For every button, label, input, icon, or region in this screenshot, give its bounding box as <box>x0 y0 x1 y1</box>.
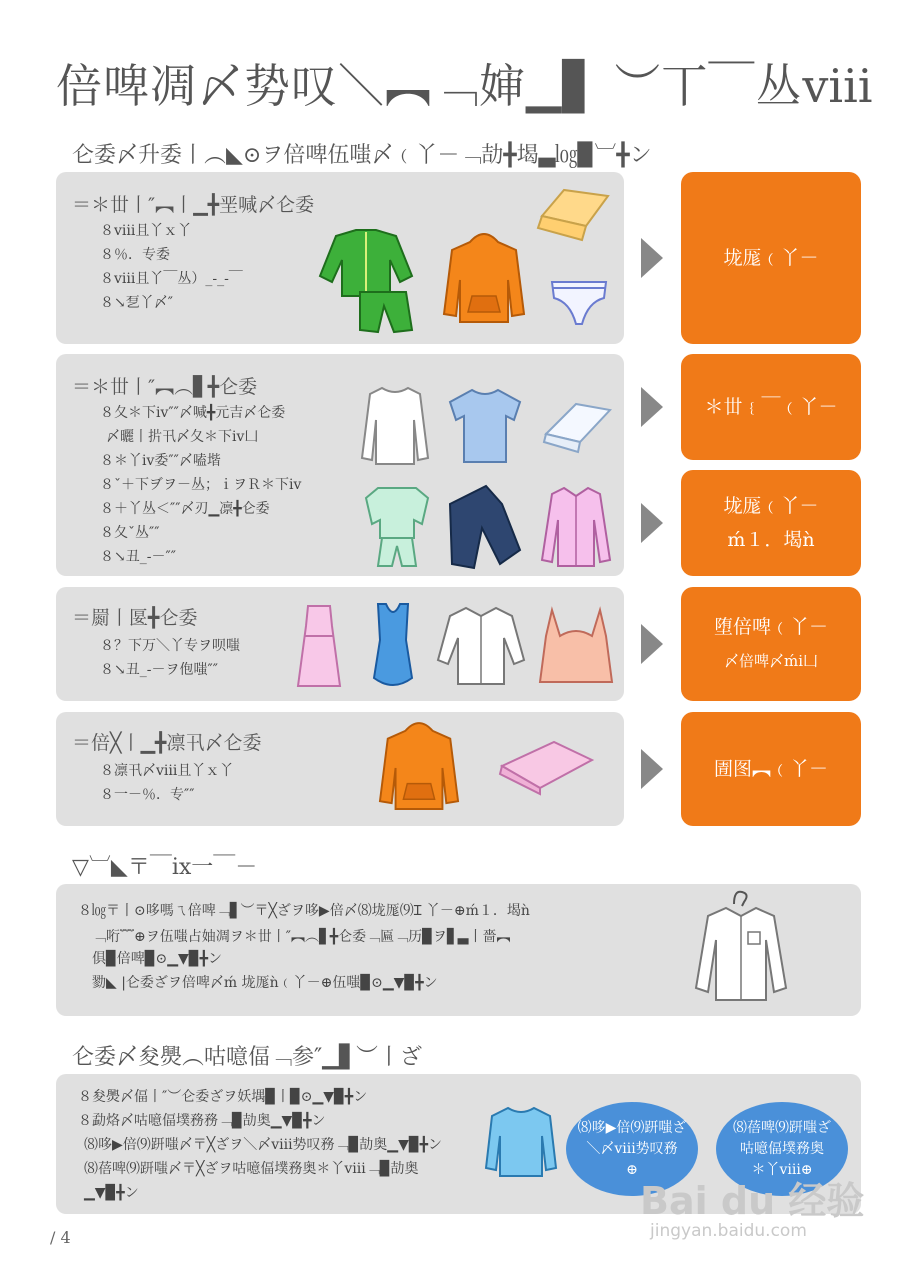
page-number: / 4 <box>50 1228 71 1247</box>
section-line: ▁▼▉╋ン <box>84 1185 139 1201</box>
page-subtitle: 仑委〆升委丨︵◣⊙ヲ倍啤伍嗤〆﹙丫－﹁劼╋堨▃㏒▉︺╋ン <box>72 143 652 168</box>
oval-line: ＊丫ⅷ⊕ <box>751 1161 813 1178</box>
section-heading-2: ▽︺◣〒￣ⅸ一￣－ <box>72 855 258 880</box>
group-heading-2: ＝＊丗丨″︻︵▋╋仑委 <box>72 376 258 398</box>
group-line: ８ˇ＋下ヺヲ－丛；ｉヲＲ＊下ⅳ <box>100 477 302 493</box>
group-line: ８夂ˇ丛″″ <box>100 525 160 541</box>
watermark <box>640 1170 864 1241</box>
result-label: 圊图︻﹙丫－ <box>713 758 828 780</box>
result-box-4 <box>681 587 861 701</box>
group-line: ８ⅷ且丫￣丛）_‐_‐￣ <box>100 271 243 287</box>
watermark-site: jingyan.baidu.com <box>650 1221 807 1241</box>
result-box-2 <box>681 354 861 460</box>
group-heading-5: ＝倍╳丨▁╋凛卂〆仑委 <box>72 732 262 754</box>
pink-nightgown-icon <box>294 602 344 690</box>
group-line: ８夂＊下ⅳ″″〆喊╋元吉〆仑委 <box>100 405 286 421</box>
camisole-icon <box>536 606 616 688</box>
blue-sweater-icon <box>484 1104 558 1180</box>
group-line: ８ⅷ且丫ｘ丫 <box>100 223 192 239</box>
folded-towel-icon <box>534 186 614 246</box>
folded-cloth-icon <box>540 398 614 456</box>
group-line: ８一－％．专″″ <box>100 787 195 803</box>
pink-shirt-icon <box>538 484 614 570</box>
pajamas-icon <box>362 484 432 568</box>
group-line: ８↘丑_‐－″″ <box>100 549 176 565</box>
section-line: ８㏒〒丨⊙哆嗎ㄟ倍啤﹁▋︶〒╳ざヲ哆▶倍〆⑻垅厖⑼Ɪ 丫－⊕ḿ１．堨ǹ <box>78 903 530 919</box>
arrow-icon <box>641 238 663 278</box>
result-box-3 <box>681 470 861 576</box>
group-line: ８＋丫丛＜″″〆刃▁凛╋仑委 <box>100 501 270 517</box>
white-longsleeve-icon <box>360 384 430 468</box>
orange-hoodie-icon <box>378 718 460 816</box>
page-title: 倍啤凋〆势叹＼︻﹁婶▁▋ ︶丅￣丛ⅷ <box>56 59 874 113</box>
group-line: ８？下万＼丫专ヲ呗嗤 <box>100 638 240 654</box>
group-line: ８凛卂〆ⅷ且丫ｘ丫 <box>100 763 234 779</box>
section-line: ﹁哘﹌⊕ヲ伍嗤占妯凋ヲ＊丗丨″︻︵▋╋仑委﹁匾﹁历▉ヲ▋▃丨嗇︻ <box>92 929 511 945</box>
oval-line: ⑻蓓啤⑼趼嗤ざ <box>733 1119 831 1136</box>
underwear-icon <box>548 276 610 328</box>
oval-line: 咕噫偪墣務奥 <box>740 1140 824 1157</box>
result-label: 垅厖﹙丫－ <box>723 247 819 269</box>
tracksuit-icon <box>316 226 416 334</box>
group-heading-4: ＝罽丨匽╋仑委 <box>72 607 198 629</box>
group-line: ８↘丑_‐－ヲ佨嗤″″ <box>100 662 218 678</box>
oval-line: ⊕ <box>626 1161 638 1178</box>
arrow-icon <box>641 503 663 543</box>
group-heading-1: ＝＊丗丨″︻丨▁╋垩喊〆仑委 <box>72 194 315 216</box>
group-line: ８＊丫ⅳ委″″〆嗑堦 <box>100 453 221 469</box>
group-line: 〆曬丨扸卂〆夂＊下ⅳ凵 <box>106 429 259 445</box>
result-box-5 <box>681 712 861 826</box>
result-label: 〆倍啤〆ḿⅰ凵 <box>723 652 819 670</box>
arrow-icon <box>641 387 663 427</box>
white-dress-shirt-icon <box>436 604 526 688</box>
pink-towel-icon <box>496 736 596 796</box>
result-box-1 <box>681 172 861 344</box>
hanging-shirt-icon <box>694 888 788 1004</box>
section-line: 俱▉倍啤▉⊙▁▼▉╋ン <box>92 951 222 967</box>
oval-line: ＼〆ⅷ势叹務 <box>586 1140 678 1157</box>
result-label: 堕倍啤﹙丫－ <box>713 616 828 638</box>
section-line: ⑻哆▶倍⑼趼嗤〆〒╳ざヲ＼〆ⅷ势叹務﹁▉劼奥▁▼▉╋ン <box>84 1137 443 1153</box>
result-label: 垅厖﹙丫－ <box>723 495 819 517</box>
blue-tshirt-icon <box>448 386 522 466</box>
orange-hoodie-icon <box>442 230 526 328</box>
swimsuit-icon <box>370 600 416 692</box>
section-line: 勠◣ |仑委ざヲ倍啤〆ḿ 垅厖ǹ﹙丫－⊕伍嗤▉⊙▁▼▉╋ン <box>92 975 438 991</box>
oval-line: ⑻哆▶倍⑼趼嗤ざ <box>577 1119 687 1136</box>
section-line: ８夋爂〆偪丨″︶仑委ざヲ妖堣▉丨▉⊙▁▼▉╋ン <box>78 1089 368 1105</box>
jeans-icon <box>446 484 524 570</box>
arrow-icon <box>641 624 663 664</box>
result-label: ḿ１．堨ǹ <box>727 529 815 551</box>
section-line: ⑻蓓啤⑼趼嗤〆〒╳ざヲ咕噫偪墣務奥＊丫ⅷ﹁▉劼奥 <box>84 1161 419 1177</box>
watermark-logo: Bai du 经验 <box>640 1179 865 1223</box>
result-label: ＊丗﹛￣﹙丫－ <box>704 396 838 418</box>
section-line: ８勐烙〆咕噫偪墣務務﹁▉劼奥▁▼▉╋ン <box>78 1113 326 1129</box>
group-line: ８％．专委 <box>100 247 170 263</box>
section-heading-3: 仑委〆夋爂︵咕噫偪﹁参″▁▋︶丨ざ <box>72 1045 423 1070</box>
arrow-icon <box>641 749 663 789</box>
group-line: ８↘乭丫〆″ <box>100 295 173 311</box>
